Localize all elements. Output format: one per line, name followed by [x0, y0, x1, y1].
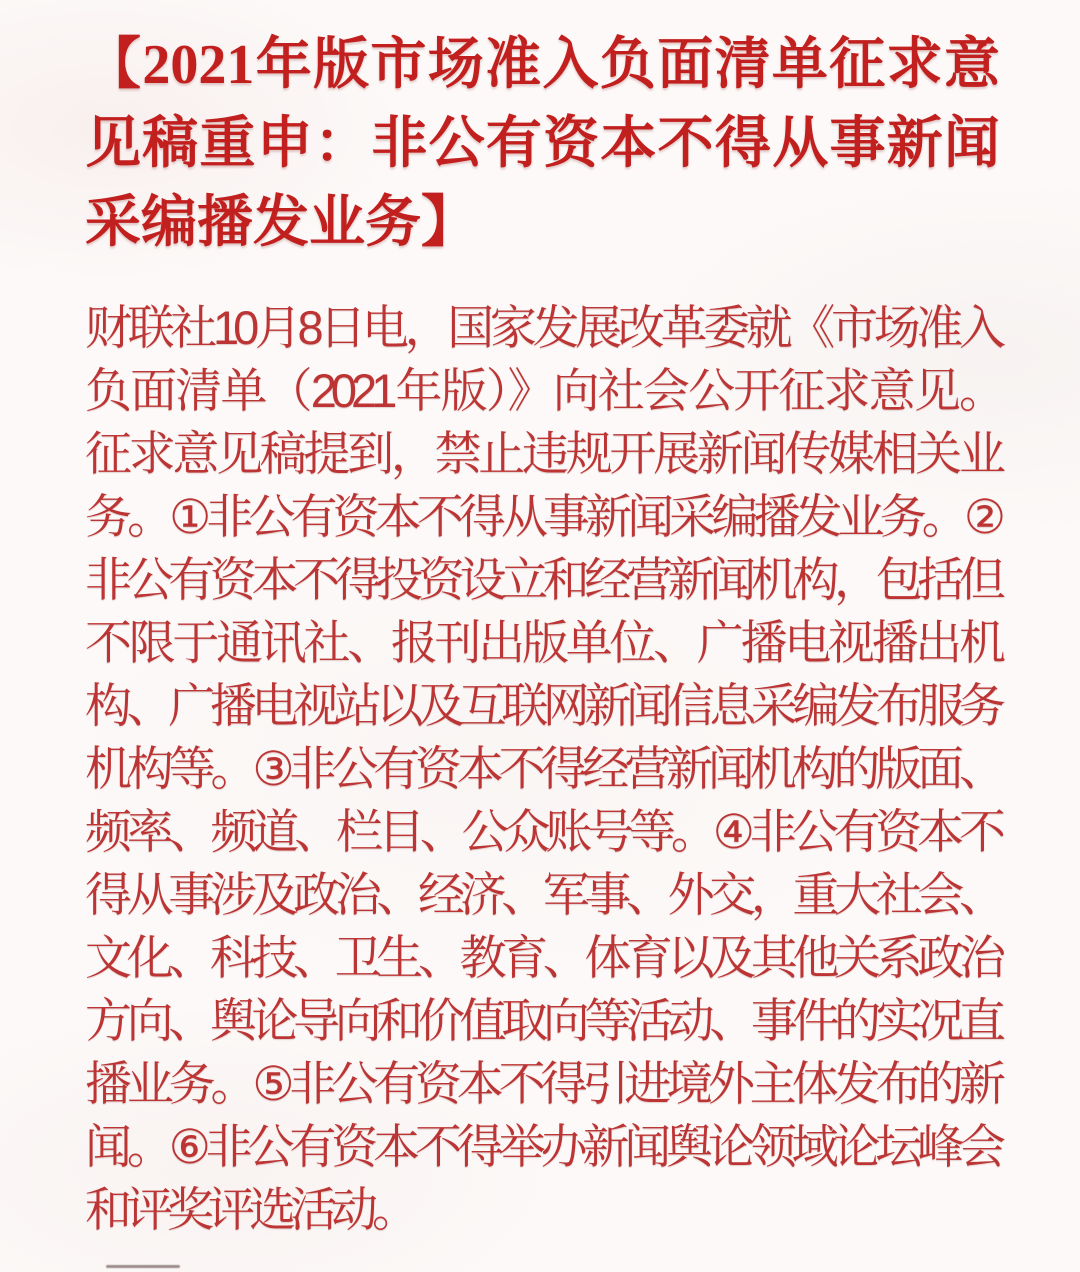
body-line: 方向、舆论导向和价值取向等活动、事件的实况直: [85, 994, 1000, 1047]
body-line: 闻。⑥非公有资本不得举办新闻舆论领域论坛峰会: [85, 1120, 1000, 1173]
body-line: 非公有资本不得投资设立和经营新闻机构，包括但: [85, 553, 1000, 606]
article-title: [85, 26, 1000, 263]
body-line: 负面清单（2021年版）》向社会公开征求意见。: [85, 364, 1000, 417]
body-line: 征求意见稿提到，禁止违规开展新闻传媒相关业: [85, 427, 1000, 480]
body-line: 播业务。⑤非公有资本不得引进境外主体发布的新: [85, 1057, 1000, 1110]
cutoff-element-artifact: [106, 1265, 180, 1268]
body-line: 频率、频道、栏目、公众账号等。④非公有资本不: [85, 805, 1000, 858]
body-line: 文化、科技、卫生、教育、体育以及其他关系政治: [85, 931, 1000, 984]
title-line: 【2021年版市场准入负面清单征求意: [85, 34, 1000, 96]
title-line: 采编播发业务】: [85, 192, 477, 254]
body-line: 不限于通讯社、报刊出版单位、广播电视播出机: [85, 616, 1000, 669]
body-line: 得从事涉及政治、经济、军事、外交，重大社会、: [85, 868, 1000, 921]
title-line: 见稿重申：非公有资本不得从事新闻: [85, 113, 1000, 175]
body-line: 机构等。③非公有资本不得经营新闻机构的版面、: [85, 742, 1000, 795]
body-line: 财联社10月8日电，国家发展改革委就《市场准入: [85, 301, 1000, 354]
article-body: [85, 296, 1000, 1241]
body-line: 和评奖评选活动。: [85, 1183, 413, 1236]
body-line: 务。①非公有资本不得从事新闻采编播发业务。②: [85, 490, 1000, 543]
body-line: 构、广播电视站以及互联网新闻信息采编发布服务: [85, 679, 1000, 732]
